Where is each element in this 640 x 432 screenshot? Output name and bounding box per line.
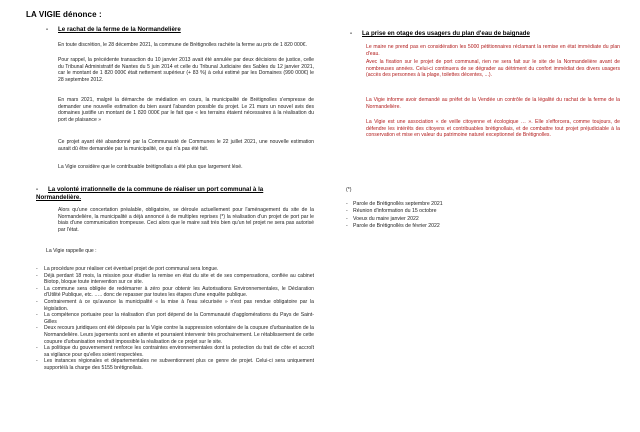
section-heading-otage: - La prise en otage des usagers du plan d'eau de baignade <box>350 30 530 37</box>
list-item: - La commune sera obligée de redémarrer à zéro pour obtenir les Autorisations Environnementales, le Déclaration d'Utilité Publique, etc. ….. donc de repasser par toutes les étapes d'une enquête publique. <box>36 286 314 299</box>
list-item: - Réunion d'information du 15 octobre <box>346 208 616 215</box>
vigie-reminder-label: La Vigie rappelle que : <box>46 248 97 254</box>
reminder-bullet-list <box>36 266 314 372</box>
list-item: - Parole de Brétignollès de février 2022 <box>346 223 616 230</box>
footnote-list <box>346 201 616 231</box>
ferme-paragraph-4: Ce projet ayant été abandonné par la Communauté de Communes le 22 juillet 2021, une nouvelle estimation aurait dû être demandée par la municipalité, ce qui n'a pas été fait. <box>58 139 314 152</box>
otage-paragraph-3: La Vigie informe avoir demandé au préfet de la Vendée un contrôle de la légalité du rachat de la ferme de la Normandelière. <box>366 97 620 110</box>
list-item: - Déjà perdant 18 mois, la mission pour étudier la remise en état du site et de ses compensations, confiée au cabinet Biotop, bloque toute intervention sur ce site. <box>36 273 314 286</box>
list-item: - Parole de Brétignollès septembre 2021 <box>346 201 616 208</box>
list-item: - Voeux du maire janvier 2022 <box>346 216 616 223</box>
list-item: - Deux recours juridiques ont été déposés par la Vigie contre la suppression volontaire de la coupure d'urbanisation de la Normandelière. Leurs jugements sont en attente et pourraient intervenir très prochainement. Le rétablissement de cette coupure d'urbanisation rendrait impossible la réalisation de ce projet sur le site. <box>36 325 314 345</box>
footnote-mark: (*) <box>346 187 352 193</box>
otage-paragraph-4: La Vigie est une association « de veille citoyenne et écologique … ». Elle s'efforcera, comme toujours, de défendre les intérêts des citoyens et contribuables brétignollais, et de combattre tout projet préjudiciable à la conservation et mise en valeur du patrimoine naturel exceptionnel de Brétignolles. <box>366 119 620 139</box>
list-item: - La politique du gouvernement renforce les contraintes environnementales dont la protection du trait de côte et accroît sa vigilance pour qu'elles soient respectées. <box>36 345 314 358</box>
port-paragraph-1: Alors qu'une concertation préalable, obligatoire, se déroule actuellement pour l'aménagement du site de la Normandelière, la municipalité a déjà annoncé à de multiples reprises (*) la réalisation d'un projet de port par le biais d'une communication trompeuse. Ceci alors que le maire sait très bien qu'un tel projet ne sera pas autorisé par l'état. <box>58 207 314 233</box>
list-item: - Contrairement à ce qu'avance la municipalité « la mise à l'eau sécurisée » n'est pas rendue obligatoire par la législation. <box>36 299 314 312</box>
ferme-paragraph-2: Pour rappel, la précédente transaction du 10 janvier 2013 avait été annulée par deux décisions de justice, celle du Tribunal Administratif de Nantes du 5 juin 2014 et celle du Tribunal Judiciaire des Sables du 12 janvier 2021, car le montant de 1 820 000€ était nettement supérieur (+ 83 %) à celui estimé par les Domaines (990 000€) le 28 septembre 2012. <box>58 57 314 83</box>
otage-paragraph-1: Le maire ne prend pas en considération les 5000 pétitionnaires réclamant la remise en état immédiate du plan d'eau. <box>366 44 620 57</box>
ferme-paragraph-5: La Vigie considère que le contribuable brétignollais a été plus que largement lésé. <box>58 164 243 170</box>
ferme-paragraph-3: En mars 2021, malgré la démarche de médiation en cours, la municipalité de Brétignolles s'empresse de demander une nouvelle estimation du bien avant l'abandon possible du projet. Le 21 mars un nouvel avis des domaines justifie un montant de 1 820 000€ par le fait que « les terrains étaient nécessaires à la réalisation du port de plaisance » <box>58 97 314 123</box>
ferme-paragraph-1: En toute discrétion, le 28 décembre 2021, la commune de Brétignolles rachète la ferme au prix de 1 820 000€. <box>58 42 307 48</box>
section-heading-ferme: - Le rachat de la ferme de la Normandelière <box>46 26 181 33</box>
document-title: LA VIGIE dénonce : <box>26 10 102 19</box>
list-item: - La compétence portuaire pour la réalisation d'un port dépend de la Communauté d'agglomérations du Pays de Saint-Gilles <box>36 312 314 325</box>
section-heading-port: - La volonté irrationnelle de la commune de réaliser un port communal à la Normandelière. <box>36 186 264 201</box>
list-item: - La procédure pour réaliser cet éventuel projet de port communal sera longue. <box>36 266 314 273</box>
otage-paragraph-2: Avec la fixation sur le projet de port communal, rien ne sera fait sur le site de la Normandelière avant de nombreuses années. Celui-ci continuera de se dégrader au détriment du confort immédiat des divers usagers (accès des personnes à la plage, toilettes décentes, ...). <box>366 59 620 79</box>
list-item: - Les instances régionales et départementales ne subventionnent plus ce genre de projet. Celui-ci sera uniquement supporté/à la charge des 5155 brétignollais. <box>36 358 314 371</box>
